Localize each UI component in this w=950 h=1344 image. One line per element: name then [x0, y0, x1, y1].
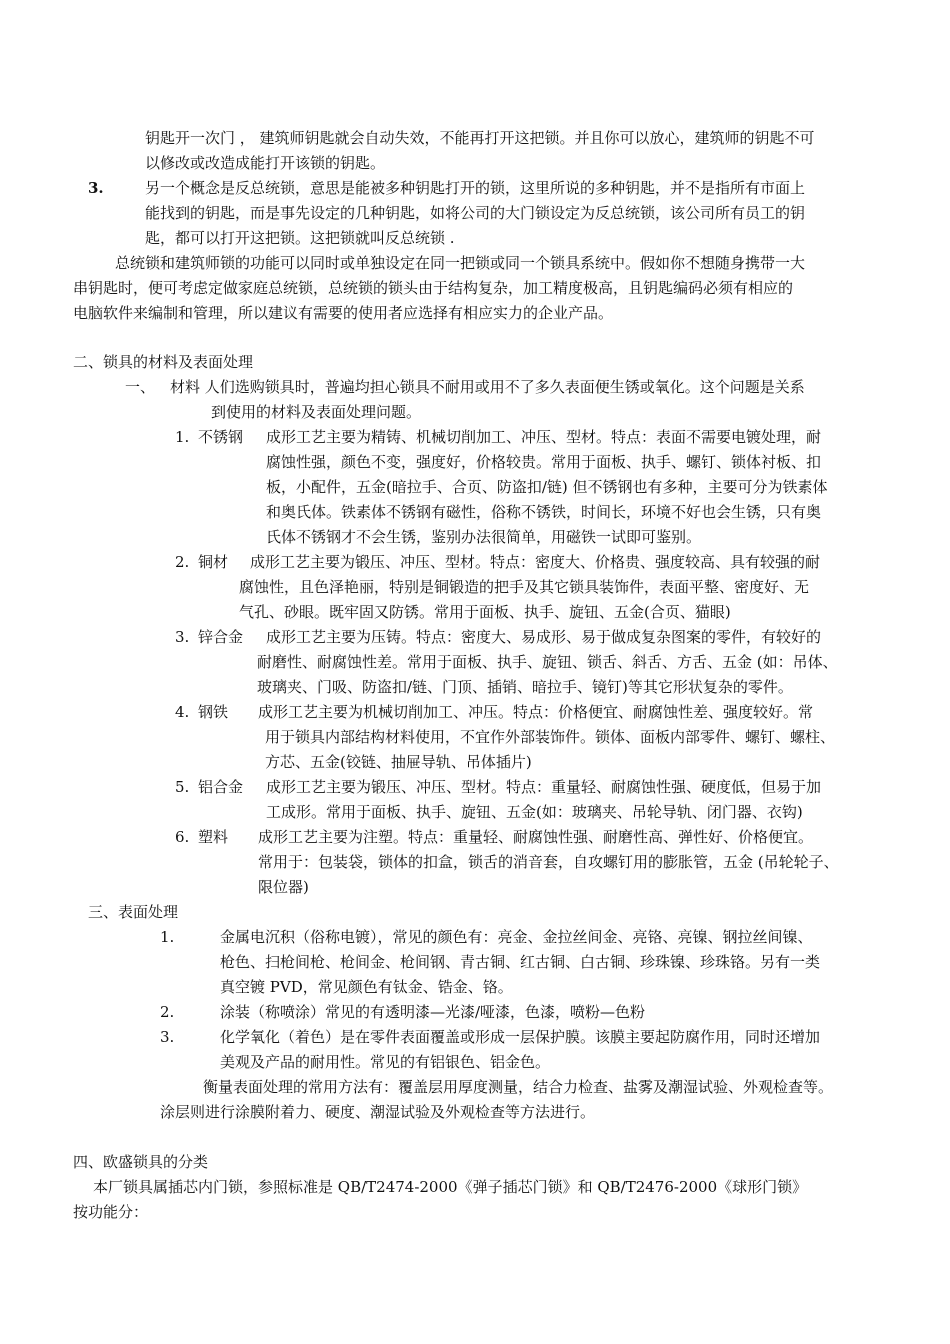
paragraph-line: 总统锁和建筑师锁的功能可以同时或单独设定在同一把锁或同一个锁具系统中。假如你不想随身携带一大: [115, 254, 806, 272]
material-number: 5.: [175, 778, 190, 796]
material-line: 气孔、砂眼。既牢固又防锈。常用于面板、执手、旋钮、五金(合页、猫眼): [239, 603, 731, 621]
material-line: 耐磨性、耐腐蚀性差。常用于面板、执手、旋钮、锁舌、斜舌、方舌、五金 (如：吊体、: [257, 653, 838, 671]
material-line: 成形工艺主要为压铸。特点：密度大、易成形、易于做成复杂图案的零件，有较好的: [266, 628, 822, 646]
material-line: 方芯、五金(铰链、抽屉导轨、吊体插片): [265, 753, 532, 771]
list-item-line: 美观及产品的耐用性。常见的有铝银色、铝金色。: [220, 1053, 551, 1071]
list-item-line: 枪色、扫枪间枪、枪间金、枪间钢、青古铜、红古铜、白古铜、珍珠镍、珍珠铬。另有一类: [220, 953, 821, 971]
list-number: 3.: [160, 1028, 175, 1046]
list-number: 2.: [160, 1003, 175, 1021]
material-line: 工成形。常用于面板、执手、旋钮、五金(如：玻璃夹、吊轮导轨、闭门器、衣钩): [266, 803, 803, 821]
section-heading: 三、表面处理: [88, 903, 179, 921]
material-name: 铜材: [198, 553, 229, 571]
material-name: 锌合金: [198, 628, 244, 646]
material-name: 塑料: [198, 828, 229, 846]
material-line: 腐蚀性，且色泽艳丽，特别是铜锻造的把手及其它锁具装饰件，表面平整、密度好、无: [239, 578, 810, 596]
material-line: 成形工艺主要为机械切削加工、冲压。特点：价格便宜、耐腐蚀性差、强度较好。常: [258, 703, 814, 721]
material-number: 4.: [175, 703, 190, 721]
material-line: 成形工艺主要为锻压、冲压、型材。特点：重量轻、耐腐蚀性强、硬度低，但易于加: [266, 778, 822, 796]
subsection-line: 到使用的材料及表面处理问题。: [211, 403, 422, 421]
material-name: 铝合金: [198, 778, 244, 796]
list-item-line: 涂装（称喷涂）常见的有透明漆—光漆/哑漆，色漆，喷粉—色粉: [220, 1003, 646, 1021]
intro-line: 钥匙开一次门 ， 建筑师钥匙就会自动失效，不能再打开这把锁。并且你可以放心，建筑师的钥匙不可: [145, 129, 815, 147]
material-name: 钢铁: [198, 703, 229, 721]
material-number: 2.: [175, 553, 190, 571]
material-line: 板，小配件，五金(暗拉手、合页、防盗扣/链) 但不锈钢也有多种，主要可分为铁素体: [266, 478, 828, 496]
paragraph-line: 衡量表面处理的常用方法有：覆盖层用厚度测量，结合力检查、盐雾及潮湿试验、外观检查等。: [203, 1078, 834, 1096]
material-line: 腐蚀性强，颜色不变，强度好，价格较贵。常用于面板、执手、螺钉、锁体衬板、扣: [266, 453, 822, 471]
material-line: 常用于：包装袋，锁体的扣盒，锁舌的消音套，自攻螺钉用的膨胀管，五金 (吊轮轮子、: [258, 853, 839, 871]
paragraph-line: 涂层则进行涂膜附着力、硬度、潮湿试验及外观检查等方法进行。: [160, 1103, 596, 1121]
list-item-line: 匙，都可以打开这把锁。这把锁就叫反总统锁 .: [145, 229, 455, 247]
material-number: 1.: [175, 428, 190, 446]
subsection-number: 一、: [125, 378, 156, 396]
list-item-line: 另一个概念是反总统锁，意思是能被多种钥匙打开的锁，这里所说的多种钥匙，并不是指所有市面上: [145, 179, 806, 197]
material-number: 3.: [175, 628, 190, 646]
list-item-line: 能找到的钥匙，而是事先设定的几种钥匙，如将公司的大门锁设定为反总统锁，该公司所有员工的钥: [145, 204, 806, 222]
material-line: 氏体不锈钢才不会生锈，鉴别办法很简单，用磁铁一试即可鉴别。: [266, 528, 702, 546]
paragraph-line: 按功能分：: [73, 1203, 149, 1221]
paragraph-line: 电脑软件来编制和管理，所以建议有需要的使用者应选择有相应实力的企业产品。: [73, 304, 614, 322]
list-item-line: 金属电沉积（俗称电镀），常见的颜色有：亮金、金拉丝间金、亮铬、亮镍、钢拉丝间镍、: [220, 928, 813, 946]
section-heading: 四、欧盛锁具的分类: [73, 1153, 209, 1171]
subsection-line: 材料 人们选购锁具时，普遍均担心锁具不耐用或用不了多久表面便生锈或氧化。这个问题是关系: [170, 378, 805, 396]
material-line: 成形工艺主要为锻压、冲压、型材。特点：密度大、价格贵、强度较高、具有较强的耐: [250, 553, 821, 571]
intro-line: 以修改或改造成能打开该锁的钥匙。: [145, 154, 386, 172]
material-line: 限位器): [258, 878, 309, 896]
material-number: 6.: [175, 828, 190, 846]
section-heading: 二、锁具的材料及表面处理: [73, 353, 254, 371]
list-item-line: 化学氧化（着色）是在零件表面覆盖或形成一层保护膜。该膜主要起防腐作用，同时还增加: [220, 1028, 821, 1046]
material-line: 成形工艺主要为注塑。特点：重量轻、耐腐蚀性强、耐磨性高、弹性好、价格便宜。: [258, 828, 814, 846]
material-line: 用于锁具内部结构材料使用，不宜作外部装饰件。锁体、面板内部零件、螺钉、螺柱、: [265, 728, 836, 746]
list-number: 1.: [160, 928, 175, 946]
paragraph-line: 本厂锁具属插芯内门锁，参照标准是 QB/T2474-2000《弹子插芯门锁》和 QB/T2476-2000《球形门锁》: [93, 1178, 808, 1196]
list-number: 3.: [88, 179, 104, 197]
list-item-line: 真空镀 PVD，常见颜色有钛金、锆金、铬。: [220, 978, 513, 996]
material-line: 和奥氏体。铁素体不锈钢有磁性，俗称不锈铁，时间长，环境不好也会生锈，只有奥: [266, 503, 822, 521]
material-line: 成形工艺主要为精铸、机械切削加工、冲压、型材。特点：表面不需要电镀处理，耐: [266, 428, 822, 446]
material-name: 不锈钢: [198, 428, 244, 446]
paragraph-line: 串钥匙时，便可考虑定做家庭总统锁，总统锁的锁头由于结构复杂，加工精度极高，且钥匙编码必须有相应的: [73, 279, 794, 297]
material-line: 玻璃夹、门吸、防盗扣/链、门顶、插销、暗拉手、镜钉)等其它形状复杂的零件。: [257, 678, 793, 696]
